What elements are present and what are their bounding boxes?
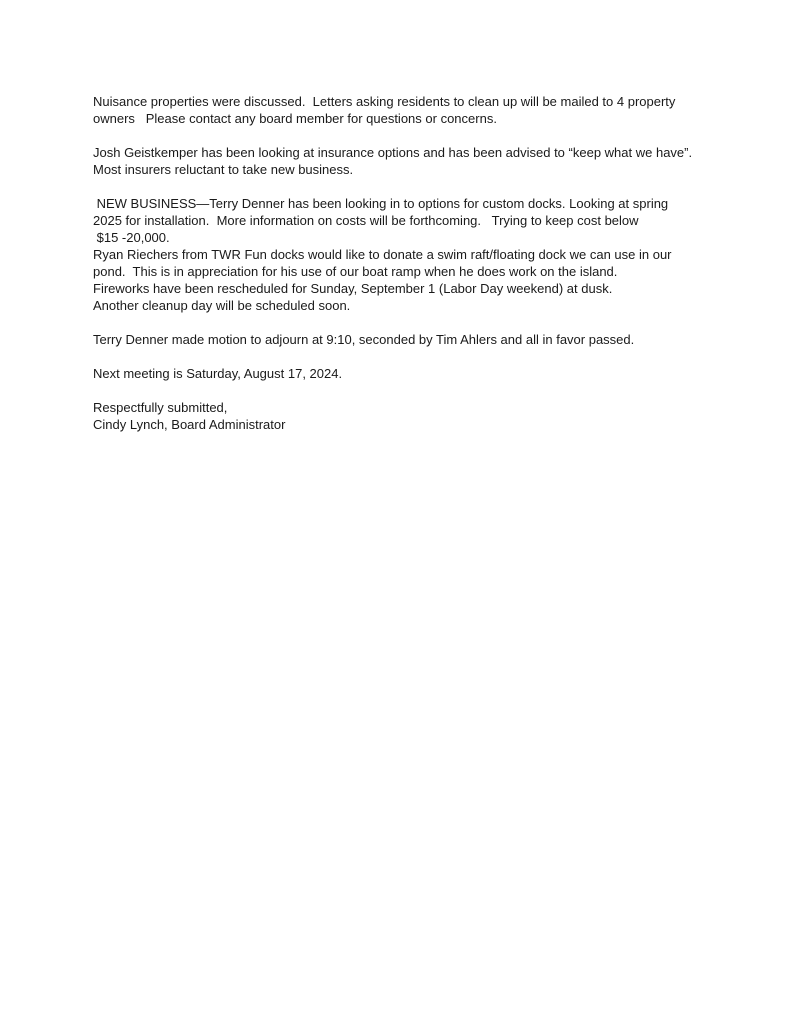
text-line: owners Please contact any board member for questions or concerns. <box>93 111 497 126</box>
text-line: Nuisance properties were discussed. Letters asking residents to clean up will be mailed to 4 property <box>93 94 676 109</box>
text-line: Cindy Lynch, Board Administrator <box>93 417 286 432</box>
text-line: Next meeting is Saturday, August 17, 2024. <box>93 366 343 381</box>
paragraph-new-business <box>93 195 713 314</box>
text-line: Terry Denner made motion to adjourn at 9:10, seconded by Tim Ahlers and all in favor passed. <box>93 332 635 347</box>
paragraph-adjournment <box>93 331 713 348</box>
paragraph-signature <box>93 399 713 433</box>
paragraph-nuisance-properties <box>93 93 713 127</box>
text-line: pond. This is in appreciation for his use of our boat ramp when he does work on the island. <box>93 264 618 279</box>
text-line: 2025 for installation. More information on costs will be forthcoming. Trying to keep cost below <box>93 213 639 228</box>
text-line: Respectfully submitted, <box>93 400 228 415</box>
text-line: Most insurers reluctant to take new business. <box>93 162 354 177</box>
text-line: Another cleanup day will be scheduled soon. <box>93 298 351 313</box>
text-line: Josh Geistkemper has been looking at insurance options and has been advised to “keep what we have”. <box>93 145 693 160</box>
paragraph-insurance <box>93 144 713 178</box>
text-line: Fireworks have been rescheduled for Sunday, September 1 (Labor Day weekend) at dusk. <box>93 281 613 296</box>
text-line: $15 -20,000. <box>93 230 170 245</box>
text-line: Ryan Riechers from TWR Fun docks would like to donate a swim raft/floating dock we can use in our <box>93 247 672 262</box>
document-body <box>93 93 713 450</box>
text-line: NEW BUSINESS—Terry Denner has been looking in to options for custom docks. Looking at spring <box>93 196 669 211</box>
paragraph-next-meeting <box>93 365 713 382</box>
